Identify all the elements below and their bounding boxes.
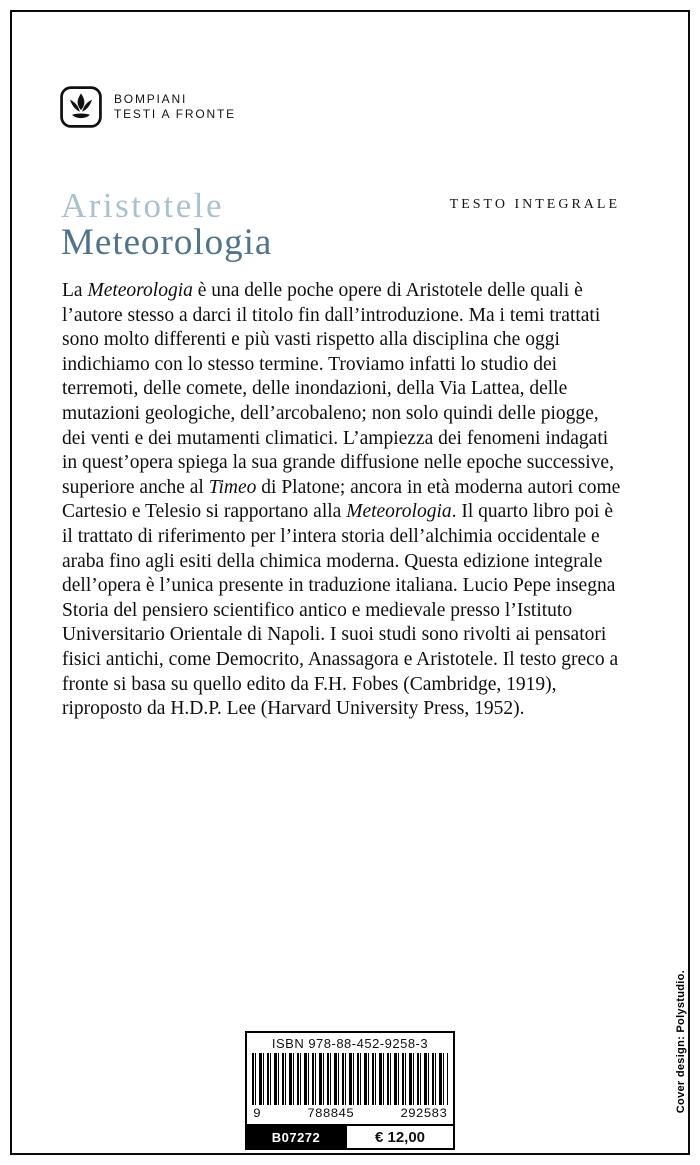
- publisher-name-block: [114, 92, 236, 122]
- bompiani-flower-logo-icon: [60, 86, 102, 128]
- blurb-segment-italic: Timeo: [208, 476, 257, 498]
- cover-design-credit: Cover design: Polystudio.: [675, 969, 687, 1113]
- book-title: Meteorologia: [61, 222, 273, 263]
- barcode-digits: [247, 1105, 453, 1124]
- author-name: Aristotele: [61, 186, 225, 225]
- blurb-segment-italic: Meteorologia: [346, 501, 452, 523]
- edition-note: TESTO INTEGRALE: [449, 197, 620, 212]
- product-code: B07272: [245, 1124, 347, 1150]
- barcode-block: [245, 1031, 455, 1126]
- publisher-name: BOMPIANI: [114, 92, 188, 106]
- barcode-digit-group: 9: [253, 1106, 261, 1121]
- barcode-bars: [252, 1053, 448, 1105]
- barcode-digit-group: 788845: [307, 1106, 354, 1121]
- back-cover-blurb: [62, 279, 622, 722]
- blurb-segment-italic: Meteorologia: [87, 280, 193, 301]
- blurb-segment: . Il quarto libro poi è il trattato di riferimento per l’intera storia dell’alchimia occidentale e araba fino agli esiti della chimica moderna. Questa edizione integrale dell’opera è l’unica presente in traduzione italiana. Lucio Pepe insegna Storia del pensiero scientifico antico e medievale presso l’Istituto Universitario Orientale di Napoli. I suoi studi sono rivolti ai pensatori fisici antichi, come Democrito, Anassagora e Aristotele. Il testo greco a fronte si basa su quello edito da F.H. Fobes (Cambridge, 1919), riproposto da H.D.P. Lee (Harvard University Press, 1952).: [62, 501, 619, 720]
- isbn-label: ISBN 978-88-452-9258-3: [271, 1036, 429, 1051]
- price: € 12,00: [347, 1124, 455, 1150]
- blurb-segment: La: [62, 280, 88, 301]
- price-row: [245, 1124, 455, 1150]
- blurb-segment: di Platone; ancora in età moderna autori come Cartesio e Telesio si rapportano alla: [62, 476, 621, 523]
- blurb-segment: è una delle poche opere di Aristotele delle quali è l’autore stesso a darci il titolo fin dall’introduzione. Ma i temi trattati sono molto differenti e più vasti rispetto alla disciplina che oggi indichiamo con lo stesso termine. Troviamo infatti lo studio dei terremoti, delle comete, delle inondazioni, della Via Lattea, delle mutazioni geologiche, dell’arcobaleno; non solo quindi delle piogge, dei venti e dei mutamenti climatici. L’ampiezza dei fenomeni indagati in quest’opera spiega la sua grande diffusione nelle epoche successive, superiore anche al: [62, 280, 614, 498]
- publisher-series: TESTI A FRONTE: [114, 107, 236, 121]
- barcode-digit-group: 292583: [400, 1106, 447, 1121]
- publisher-brand: [60, 86, 236, 128]
